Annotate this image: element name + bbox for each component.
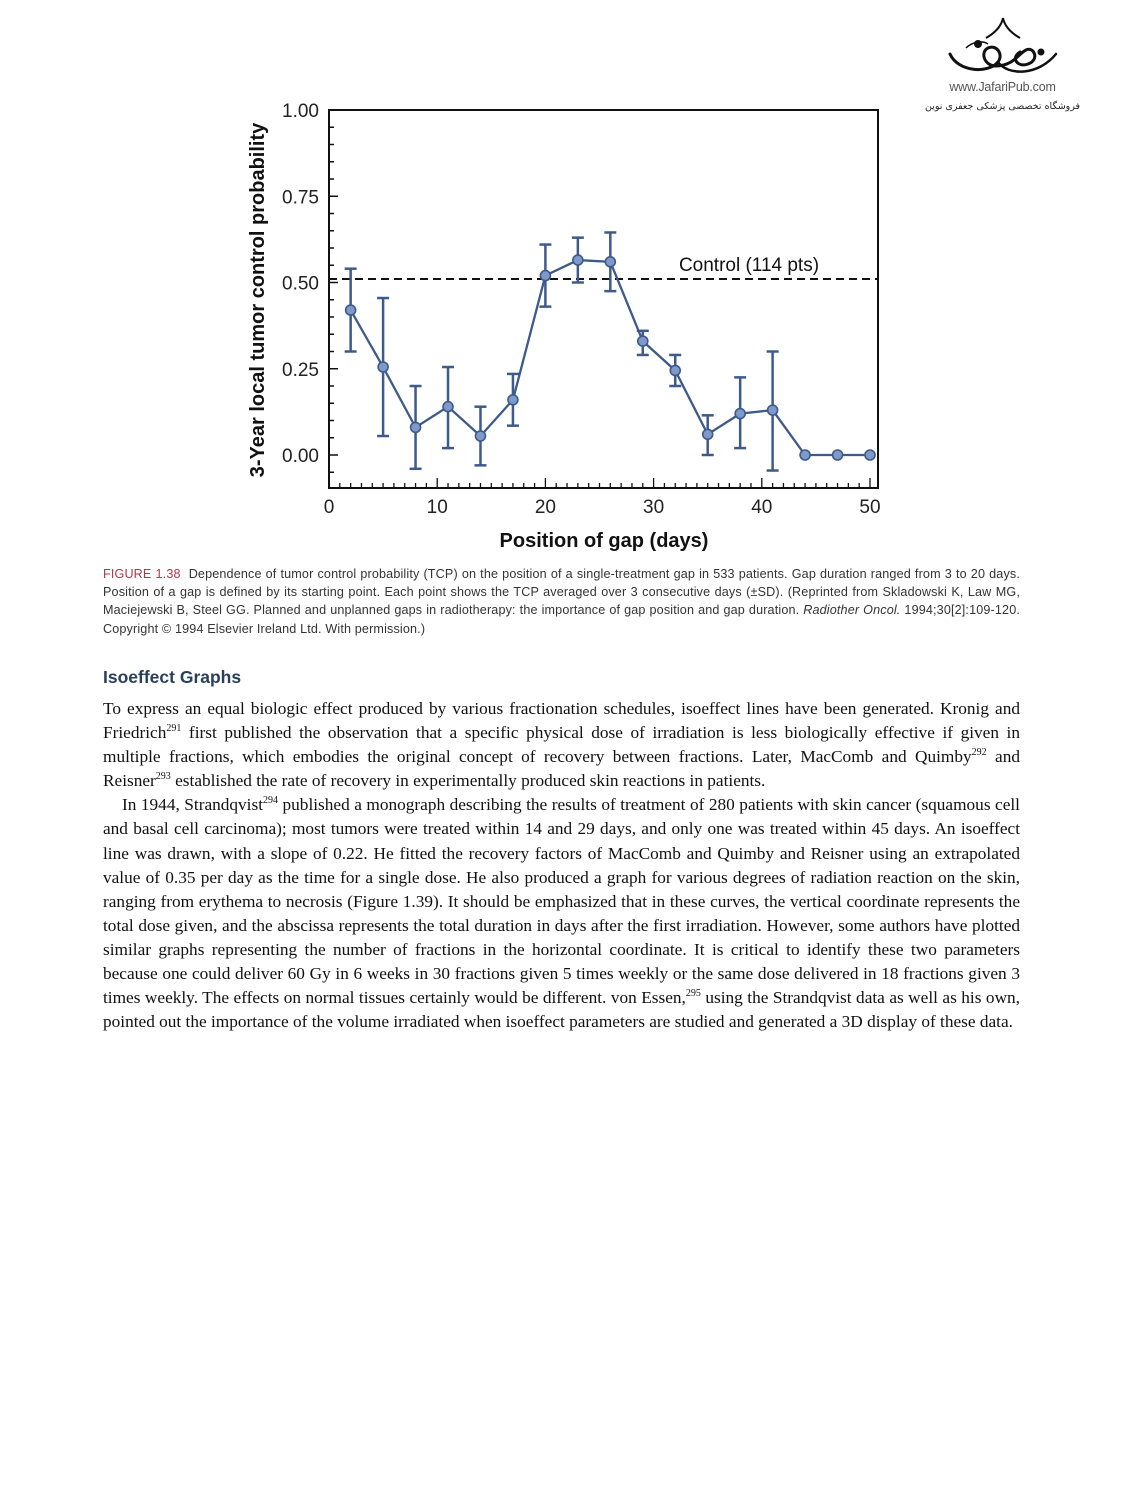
data-point xyxy=(703,429,713,439)
logo-url: www.JafariPub.com xyxy=(949,80,1056,94)
data-point xyxy=(800,450,810,460)
section-heading: Isoeffect Graphs xyxy=(103,667,242,687)
x-tick-label: 30 xyxy=(643,497,665,518)
logo-tagline: فروشگاه تخصصی پزشکی جعفری نوین xyxy=(924,101,1081,112)
caption-text: Dependence of tumor control probability (TCP) on the position of a single-treatment gap in 533 patients. Gap duration ranged from 3 to 20 days. Position of a gap is defined by its starting point. Each point shows the TCP averaged over 3 consecutive days (±SD). (Reprinted from Skladowski K, Law MG, Maciejewski B, Steel GG. Planned and unplanned gaps in radiotherapy: the importance of gap position and gap duration. xyxy=(103,567,1020,618)
data-point xyxy=(735,409,745,419)
x-tick-label: 10 xyxy=(426,497,448,518)
data-point xyxy=(346,305,356,315)
data-point xyxy=(475,431,485,441)
body-text xyxy=(103,697,1020,1034)
citation-superscript: 292 xyxy=(971,747,987,759)
calligraphy-logo-icon xyxy=(938,14,1068,82)
y-tick-label: 0.00 xyxy=(282,446,319,467)
y-tick-label: 0.50 xyxy=(282,273,319,295)
x-tick-label: 20 xyxy=(534,497,556,518)
data-point xyxy=(638,336,648,346)
data-point xyxy=(443,402,453,412)
citation-superscript: 293 xyxy=(155,771,171,783)
control-line-label: Control (114 pts) xyxy=(678,255,820,276)
x-tick-label: 0 xyxy=(323,497,335,518)
body-paragraph: To express an equal biologic effect produced by various fractionation schedules, isoeffect lines have been generated. Kronig and Friedrich$^{291}$ first published the observation that a specific physical dose of irradiation is less biologically effective if given in multiple fractions, which embodies the original concept of recovery between fractions. Later, MacComb and Quimby$^{292}$ and Reisner$^{293}$ established the rate of recovery in experimentally produced skin reactions in patients. xyxy=(103,699,1020,791)
body-paragraph: In 1944, Strandqvist$^{294}$ published a monograph describing the results of treatment of 280 patients with skin cancer (squamous cell and basal cell carcinoma); most tumors were treated within 14 and 29 days, and only one was treated within 45 days. An isoeffect line was drawn, with a slope of 0.22. He fitted the recovery factors of MacComb and Quimby and Reisner using an extrapolated value of 0.35 per day as the time for a single dose. He also produced a graph for various degrees of radiation reaction on the skin, ranging from erythema to necrosis (Figure 1.39). It should be emphasized that in these curves, the vertical coordinate represents the total dose given, and the abscissa represents the total duration in days after the first irradiation. However, some authors have plotted similar graphs representing the number of fractions in the horizontal coordinate. It is critical to identify these two parameters because one could deliver 60 Gy in 6 weeks in 30 fractions given 5 times weekly or the same dose delivered in 18 fractions given 3 times weekly. The effects on normal tissues certainly would be different. von Essen,$^{295}$ using the Strandqvist data as well as his own, pointed out the importance of the volume irradiated when isoeffect parameters are studied and generated a 3D display of these data. xyxy=(103,795,1021,1032)
data-point xyxy=(573,255,583,265)
y-tick-label: 0.25 xyxy=(282,359,319,381)
caption-journal: Radiother Oncol. xyxy=(803,603,901,618)
data-point xyxy=(508,395,518,405)
caption-tail: 1994;30[2]:109-120. Copyright © 1994 Elsevier Ireland Ltd. With permission.) xyxy=(103,603,1021,636)
y-tick-label: 0.75 xyxy=(282,187,319,209)
citation-superscript: 295 xyxy=(685,988,701,1000)
x-tick-label: 50 xyxy=(859,497,881,518)
data-point xyxy=(605,257,615,267)
data-point xyxy=(670,365,680,375)
citation-superscript: 294 xyxy=(263,795,279,807)
citation-superscript: 291 xyxy=(166,723,182,735)
y-tick-label: 1.00 xyxy=(282,101,319,122)
data-point xyxy=(411,422,421,432)
data-point xyxy=(833,450,843,460)
publisher-logo xyxy=(905,14,1100,112)
figure-label: FIGURE 1.38 xyxy=(103,567,181,581)
data-point xyxy=(865,450,875,460)
data-point xyxy=(768,405,778,415)
data-point xyxy=(540,271,550,281)
x-tick-label: 40 xyxy=(751,497,773,518)
y-axis-label: 3-Year local tumor control probability xyxy=(247,122,269,478)
data-point xyxy=(378,362,388,372)
x-axis-label: Position of gap (days) xyxy=(499,530,709,552)
figure-caption xyxy=(103,565,1020,638)
tcp-chart xyxy=(230,90,900,560)
